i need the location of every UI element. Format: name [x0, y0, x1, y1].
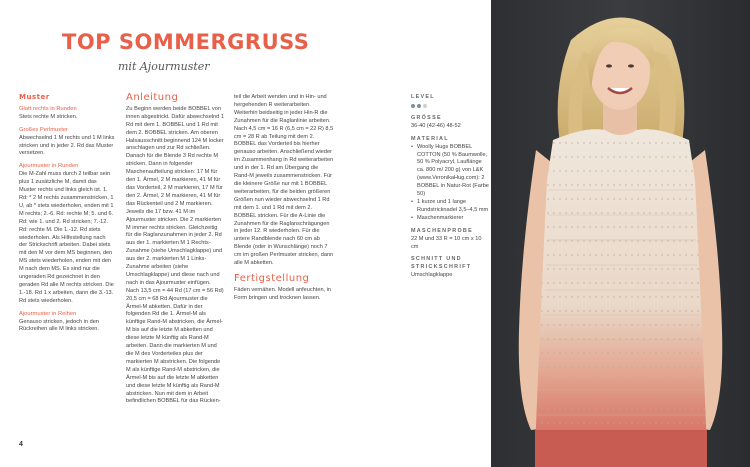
- reihen-heading: Ajourmuster in Reihen: [19, 310, 77, 317]
- material-item: • Woolly Hugs BOBBEL COTTON (50 % Baumwolle, 50 % Polyacryl, Lauflänge ca. 800 m/ 200 g) von L&K (www.VeronikaHug.com): 2 BOBBEL in Natur-Rot (Farbe 50): [417, 144, 489, 199]
- glatt-text: Stets rechte M stricken.: [19, 113, 78, 120]
- groesse-text: 36-40 (42-46) 48-52: [411, 122, 461, 129]
- ajour-text: Die M-Zahl muss durch 2 teilbar sein plus 1 zusätzliche M, damit das Muster rechts und links gleich ist. 1. Rd: * 2 M rechts zusammenstricken, 1 U, ab * stets wiederholen, enden mit 1 M rechts; 2.-6. Rd: rechte M; 5. und 6. Rd: wie 1. und 2. Rd stricken; 7.-12. Rd: rechte M. Die 1.-12. Rd stets wiederholen. Als Hilfestellung nach der Strickschrift arbeiten. Dabei stets mit den M vor dem MS beginnen, den MS stets wiederholen, enden mit den M nach dem MS. Es sind nur die ungeraden Rd gezeichnet in den geraden Rd alle M rechts stricken. Die 1.-18. Rd 1 x arbeiten, dann die 3.-13. Rd stets wiederholen.: [19, 171, 114, 304]
- fertigstellung-heading: Fertigstellung: [234, 272, 310, 284]
- muster-column: [19, 94, 115, 334]
- level-dot-empty: [423, 104, 427, 108]
- schnitt-text: Umschlagklappe: [411, 272, 453, 279]
- ajour-heading: Ajourmuster in Runden: [19, 163, 79, 170]
- muster-heading: Muster: [19, 93, 50, 101]
- page-subtitle: mit Ajourmuster: [118, 60, 210, 73]
- level-indicator: [411, 104, 489, 109]
- fertigstellung-text: Fäden vernähen. Modell anfeuchten, in Form bringen und trocknen lassen.: [234, 286, 332, 301]
- anleitung-continued-column: [234, 94, 334, 303]
- maschenprobe-text: 22 M und 33 R = 10 cm x 10 cm: [411, 235, 482, 250]
- glatt-heading: Glatt rechts in Runden: [19, 105, 77, 112]
- level-dot-filled: [417, 104, 421, 108]
- page-number: 4: [19, 441, 23, 448]
- perl-heading: Großes Perlmuster: [19, 126, 68, 133]
- anleitung-column: [126, 94, 224, 406]
- reihen-text: Genauso stricken, jedoch in den Rückreihen alle M links stricken.: [19, 318, 99, 333]
- material-item: • Maschenmarkierer: [417, 215, 489, 223]
- maschenprobe-label: MASCHENPROBE: [411, 227, 474, 234]
- level-label: LEVEL: [411, 94, 435, 100]
- material-item: • 1 kurze und 1 lange Rundstricknadel 3,5–4,5 mm: [417, 199, 489, 215]
- page-title: TOP SOMMERGRUSS: [62, 30, 310, 54]
- anleitung-text: Zu Beginn werden beide BOBBEL von innen abgestrickt. Dafür abwechselnd 1 Rd mit dem 1. BOBBEL und 1 Rd mit dem 2. BOBBEL stricken. Am oberen Halsausschnitt beginnend 124 M locker anschlagen und zur Rd schließen. Danach für die Blende 3 Rd rechte M stricken. Dann in folgender Maschenaufteilung stricken: 17 M für den 1. Ärmel, 2 M markieren, 41 M für das Vorderteil, 2 M markieren, 17 M für den 2. Ärmel, 2 M markieren, 41 M für das Rückenteil und 2 M markieren. Jeweils die 17 bzw. 41 M im Ajourmuster stricken. Die 2 markierten M immer rechts stricken. Gleichzeitig für die Raglanzunahmen in jeder 2. Rd aus der 1. markierten M 1 Rechts-Zunahme (siehe Umschlagklappe) und aus der 2. markierten M 1 Links-Zunahme arbeiten (siehe Umschlagklappe) und diese nach und nach in das Ajourmuster einfügen. Nach 13,5 cm = 44 Rd (17 cm = 56 Rd) 20,5 cm = 68 Rd Ajourmuster die Ärmel-M abketten. Dafür in der folgenden Rd die 1. Ärmel-M als künftige Rand-M abstricken, die Ärmel-M bis auf die letzte M abketten und diese letzte M künftig als Rand-M arbeiten. Dann die markierten M und die M des Vorderteiles plus der markierten M abstricken. Die folgende M als künftige Rand-M abstricken, die Ärmel-M bis auf die letzte M abketten und diese letzte M künftig als Rand-M abstricken. Nun mit dem in Arbeit befindlichen BOBBEL für das Rücken-: [126, 105, 224, 405]
- perl-text: Abwechselnd 1 M rechts und 1 M links stricken und in jeder 2. Rd das Muster versetzen.: [19, 134, 115, 157]
- schnitt-label: SCHNITT UND STRICKSCHRIFT: [411, 256, 472, 271]
- material-label: MATERIAL: [411, 135, 449, 142]
- anleitung-heading: Anleitung: [126, 92, 179, 103]
- info-column: [411, 94, 489, 280]
- level-dot-filled: [411, 104, 415, 108]
- groesse-label: GRÖSSE: [411, 114, 442, 121]
- anleitung-continued-text: teil die Arbeit wenden und in Hin- und hergehenden R weiterarbeiten. Weiterhin beidseitig in jeder Hin-R die Zunahmen für die Raglanlinie arbeiten. Nach 4,5 cm = 16 R (6,5 cm = 22 R) 8,5 cm = 28 R ab Teilung mit dem 2. BOBBEL das Vorderteil bis hierher genauso arbeiten. Anschließend wieder im Zusammenhang in Rd weiterarbeiten und in der 1. Rd am Übergang die Rand-M jeweils zusammenstricken. Für die kleinere Größe nur mit 1 BOBBEL weiterarbeiten, für die beiden größeren Größen nun wieder abwechselnd 1 Rd mit dem 1. und 1 Rd mit dem 2. BOBBEL stricken. Für die A-Linie die Zunahmen für die Raglanschrägungen in jeder 12. R wiederholen. Für die untere Randblende nach 60 cm ab Blende (oder in Wunschlänge) noch 7 cm im großen Perlmuster stricken, dann alle M abketten.: [234, 94, 334, 267]
- model-illustration: [491, 0, 750, 467]
- model-photo: [491, 0, 750, 467]
- material-list: [411, 144, 489, 223]
